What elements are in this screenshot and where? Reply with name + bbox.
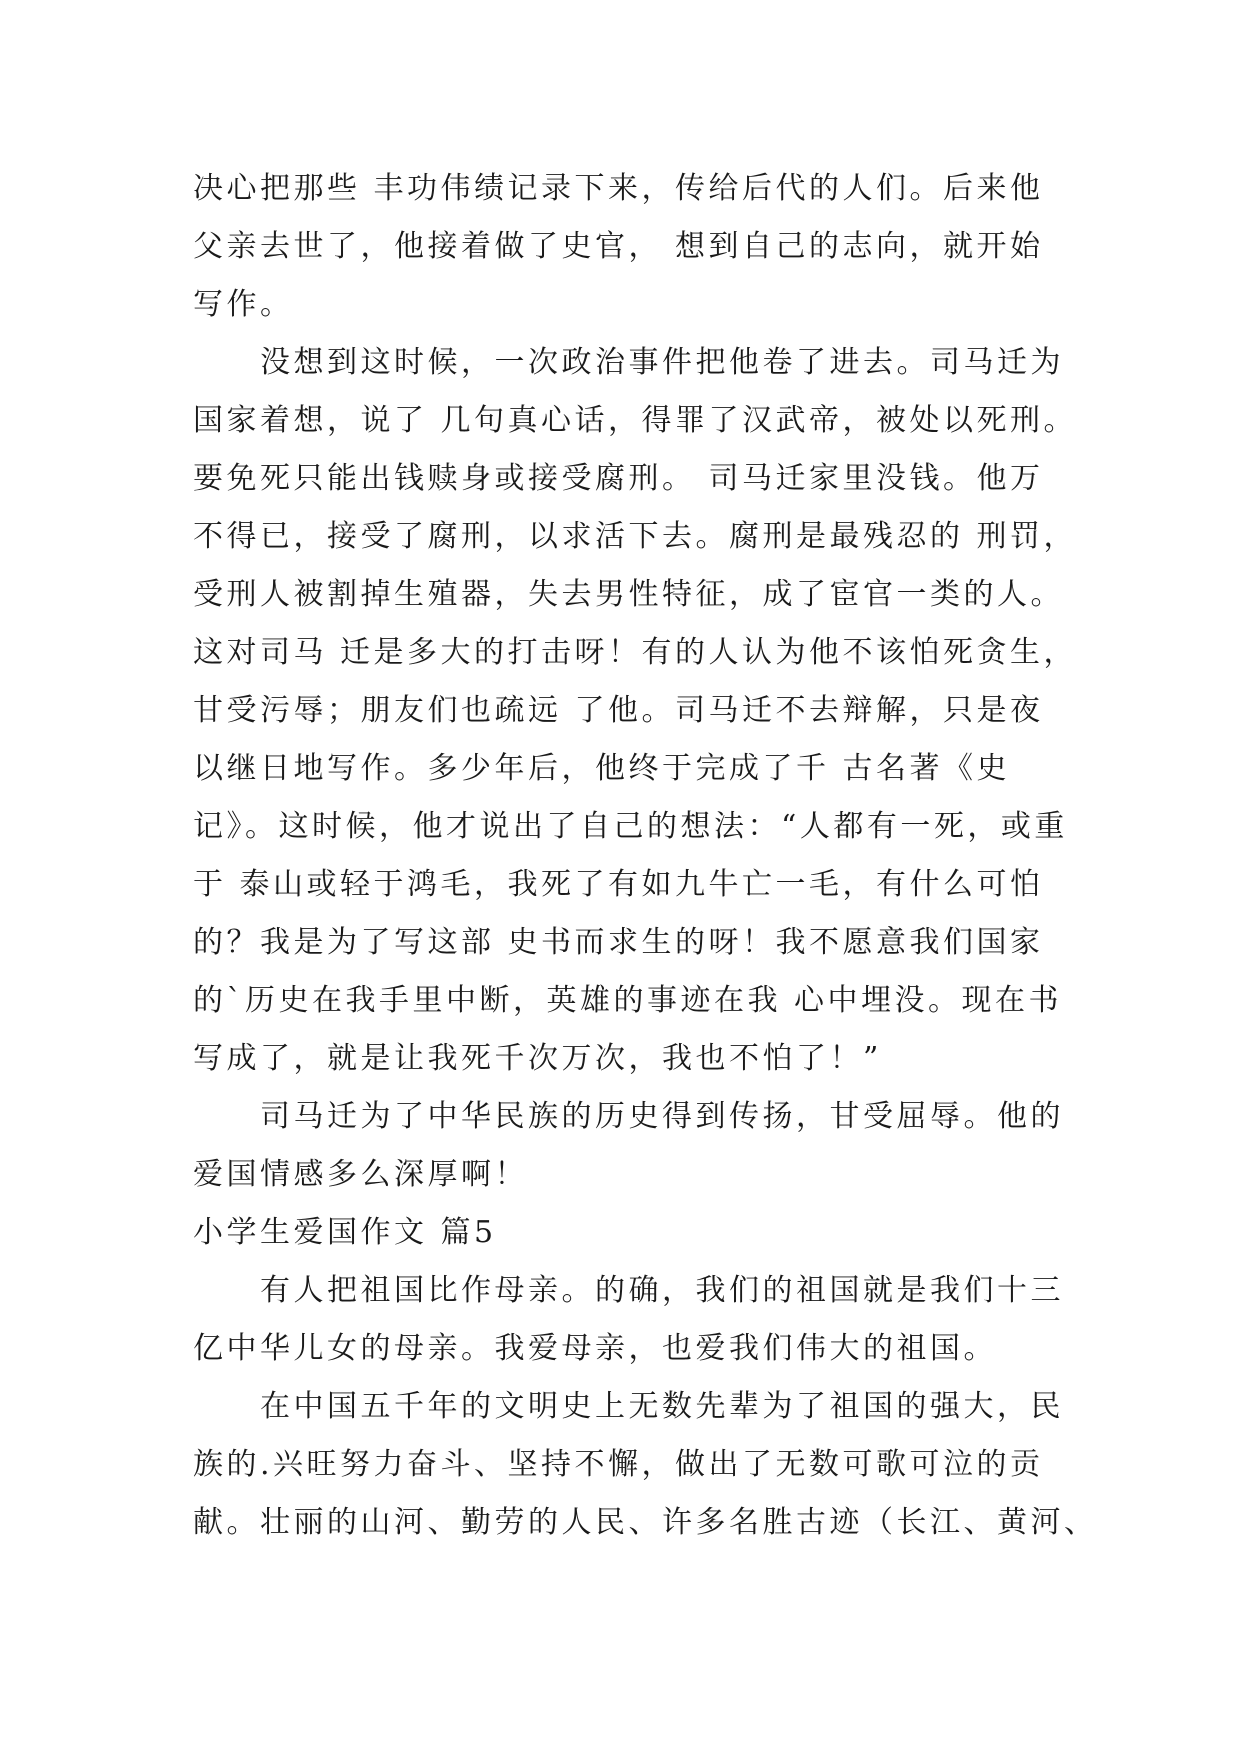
text-line: 亿中华儿女的母亲。我爱母亲，也爱我们伟大的祖国。 xyxy=(193,1331,997,1366)
text-line: 不得已，接受了腐刑，以求活下去。腐刑是最残忍的 刑罚， xyxy=(193,519,1078,554)
text-line: 在中国五千年的文明史上无数先辈为了祖国的强大，民 xyxy=(193,1389,1064,1424)
text-line: 决心把那些 丰功伟绩记录下来，传给后代的人们。后来他 xyxy=(193,171,1044,206)
text-line: 受刑人被割掉生殖器，失去男性特征，成了宦官一类的人。 xyxy=(193,577,1064,612)
text-line: 的`历史在我手里中断，英雄的事迹在我 心中埋没。现在书 xyxy=(193,983,1063,1018)
essay-text xyxy=(193,160,1098,1552)
text-line: 的？我是为了写这部 史书而求生的呀！我不愿意我们国家 xyxy=(193,925,1044,960)
text-line: 没想到这时候，一次政治事件把他卷了进去。司马迁为 xyxy=(193,345,1064,380)
text-line: 爱国情感多么深厚啊！ xyxy=(193,1157,528,1192)
text-line: 甘受污辱；朋友们也疏远 了他。司马迁不去辩解，只是夜 xyxy=(193,693,1044,728)
text-line: 以继日地写作。多少年后，他终于完成了千 古名著《史 xyxy=(193,751,1011,786)
text-line: 国家着想，说了 几句真心话，得罪了汉武帝，被处以死刑。 xyxy=(193,403,1078,438)
text-line: 写成了，就是让我死千次万次，我也不怕了！” xyxy=(193,1041,882,1076)
text-line: 于 泰山或轻于鸿毛，我死了有如九牛亡一毛，有什么可怕 xyxy=(193,867,1044,902)
text-line: 司马迁为了中华民族的历史得到传扬，甘受屈辱。他的 xyxy=(193,1099,1064,1134)
text-line: 献。壮丽的山河、勤劳的人民、许多名胜古迹（长江、黄河、 xyxy=(193,1505,1098,1540)
text-line: 写作。 xyxy=(193,287,294,322)
text-line: 族的.兴旺努力奋斗、坚持不懈，做出了无数可歌可泣的贡 xyxy=(193,1447,1044,1482)
text-line: 这对司马 迁是多大的打击呀！有的人认为他不该怕死贪生， xyxy=(193,635,1078,670)
text-line: 有人把祖国比作母亲。的确，我们的祖国就是我们十三 xyxy=(193,1273,1064,1308)
text-line: 记》。这时候，他才说出了自己的想法：“人都有一死，或重 xyxy=(193,809,1068,844)
section-heading: 小学生爱国作文 篇5 xyxy=(193,1215,497,1250)
text-line: 要免死只能出钱赎身或接受腐刑。 司马迁家里没钱。他万 xyxy=(193,461,1044,496)
text-line: 父亲去世了，他接着做了史官， 想到自己的志向，就开始 xyxy=(193,229,1044,264)
